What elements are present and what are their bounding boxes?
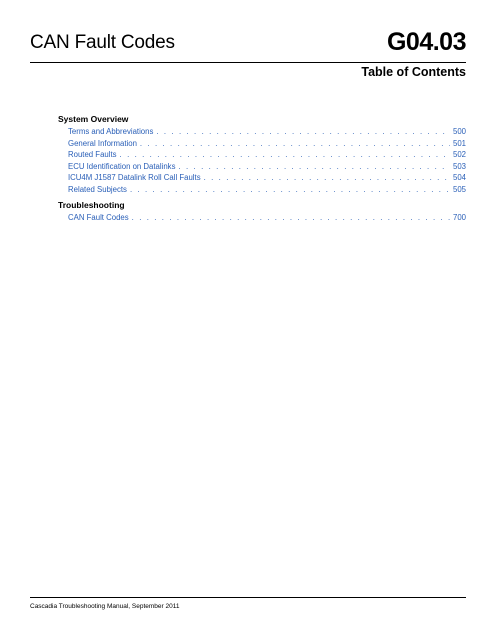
- toc-entry-page: 502: [452, 150, 466, 159]
- footer-divider: [30, 597, 466, 598]
- toc-entry-related-subjects[interactable]: [68, 184, 466, 196]
- toc-entry-label: ECU Identification on Datalinks: [68, 161, 176, 171]
- dot-leader: [120, 149, 450, 161]
- toc-entry-label: ICU4M J1587 Datalink Roll Call Faults: [68, 173, 201, 182]
- document-title: CAN Fault Codes: [30, 32, 175, 53]
- dot-leader: [204, 172, 450, 184]
- toc-entry-ecu-identification[interactable]: [68, 161, 466, 173]
- dot-leader: [156, 126, 450, 138]
- toc-entry-can-fault-codes[interactable]: [68, 212, 466, 224]
- toc-entry-label: Routed Faults: [68, 150, 117, 159]
- toc-entry-icu4m-roll-call-faults[interactable]: [68, 172, 466, 184]
- page-subtitle: Table of Contents: [361, 65, 466, 79]
- toc-entry-page: 505: [452, 184, 466, 194]
- section-code: G04.03: [386, 28, 466, 56]
- toc-entry-routed-faults[interactable]: [68, 149, 466, 161]
- dot-leader: [140, 138, 450, 150]
- toc-entry-general-information[interactable]: [68, 138, 466, 150]
- dot-leader: [178, 161, 450, 173]
- toc-entry-page: 700: [452, 213, 466, 222]
- section-heading-system-overview: System Overview: [58, 114, 129, 124]
- toc-entry-label: CAN Fault Codes: [68, 213, 129, 222]
- table-of-contents: [58, 113, 466, 224]
- dot-leader: [132, 212, 450, 224]
- toc-entry-page: 501: [452, 138, 466, 148]
- toc-entry-label: Terms and Abbreviations: [68, 127, 154, 136]
- toc-entry-page: 500: [452, 127, 466, 136]
- toc-entry-label: General Information: [68, 138, 137, 148]
- toc-entry-label: Related Subjects: [68, 184, 127, 194]
- dot-leader: [130, 184, 450, 196]
- footer-text: Cascadia Troubleshooting Manual, September 2011: [30, 603, 180, 610]
- section-heading-troubleshooting: Troubleshooting: [58, 200, 125, 210]
- header-divider: [30, 62, 466, 63]
- toc-entry-terms-and-abbreviations[interactable]: [68, 126, 466, 138]
- toc-entry-page: 503: [452, 161, 466, 171]
- toc-entry-page: 504: [452, 173, 466, 182]
